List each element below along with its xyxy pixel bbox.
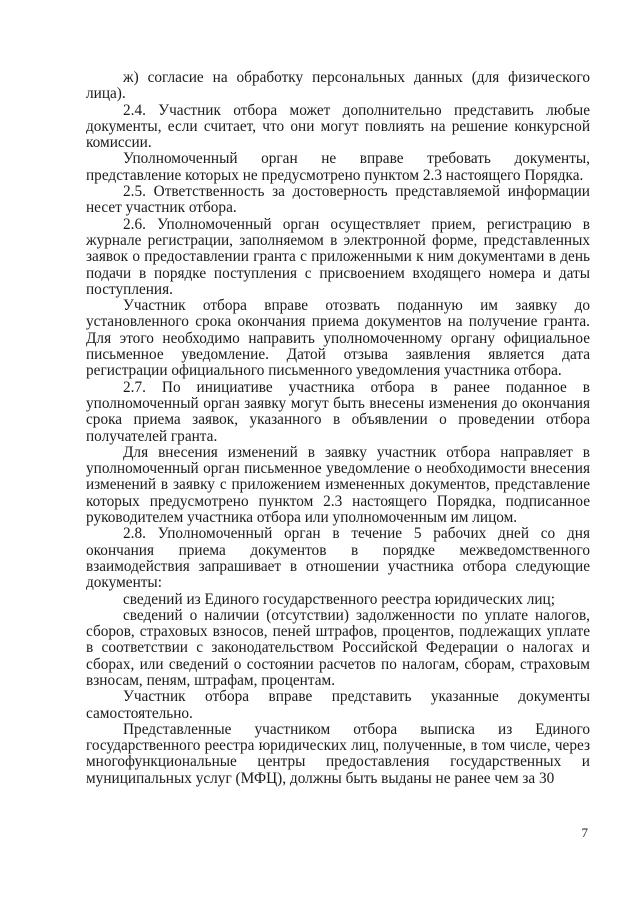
paragraph-2-8: 2.8. Уполномоченный орган в течение 5 рабочих дней со дня окончания приема документов в порядке межведомственного взаимодействия запрашивает в отношении участника отбора следующие документы: (86, 525, 590, 592)
paragraph-changes-procedure: Для внесения изменений в заявку участник отбора направляет в уполномоченный орган письменное уведомление о необходимости внесения изменений в заявку с приложением измененных документов, представление которых предусмотрено пунктом 2.3 настоящего Порядка, подписанное руководителем участника отбора или уполномоченным им лицом. (86, 443, 590, 527)
paragraph-2-4: 2.4. Участник отбора может дополнительно представить любые документы, если считает, что они могут повлиять на решение конкурсной комиссии. (86, 101, 590, 152)
paragraph-self-submission: Участник отбора вправе представить указанные документы самостоятельно. (86, 688, 590, 722)
page-number: 7 (581, 825, 588, 840)
paragraph-extract-validity: Представленные участником отбора выписка из Единого государственного реестра юридических лиц, полученные, в том числе, через многофункциональные центры предоставления государственных и муниципальных услуг (МФЦ), должны быть выданы не ранее чем за 30 (86, 720, 590, 787)
paragraph-2-7: 2.7. По инициативе участника отбора в ранее поданное в уполномоченный орган заявку могут быть внесены изменения до окончания срока приема заявок, указанного в объявлении о проведении отбора получателей гранта. (86, 378, 590, 445)
paragraph-egrul-info: сведений из Единого государственного реестра юридических лиц; (123, 590, 555, 608)
paragraph-2-5: 2.5. Ответственность за достоверность представляемой информации несет участник отбора. (86, 183, 590, 217)
paragraph-tax-debt-info: сведений о наличии (отсутствии) задолженности по уплате налогов, сборов, страховых взносов, пеней штрафов, процентов, подлежащих уплате в соответствии с законодательством Российской Федерации о налогах и сборах, или сведений о состоянии расчетов по налогам, сборам, страховым взносам, пеням, штрафам, процентам. (86, 606, 590, 689)
document-body (86, 70, 590, 787)
paragraph-2-6: 2.6. Уполномоченный орган осуществляет прием, регистрацию в журнале регистрации, заполняемом в электронной форме, представленных заявок о предоставлении гранта с приложенными к ним документами в день подачи в порядке поступления с присвоением входящего номера и даты поступления. (86, 215, 590, 298)
paragraph-no-extra-documents: Уполномоченный орган не вправе требовать документы, представление которых не предусмотрено пунктом 2.3 настоящего Порядка. (86, 150, 590, 184)
paragraph-withdrawal: Участник отбора вправе отозвать поданную им заявку до установленного срока окончания приема документов на получение гранта. Для этого необходимо направить уполномоченному органу официальное письменное уведомление. Датой отзыва заявления является дата регистрации официального письменного уведомления участника отбора. (86, 297, 590, 380)
paragraph-consent: ж) согласие на обработку персональных данных (для физического лица). (86, 69, 590, 103)
